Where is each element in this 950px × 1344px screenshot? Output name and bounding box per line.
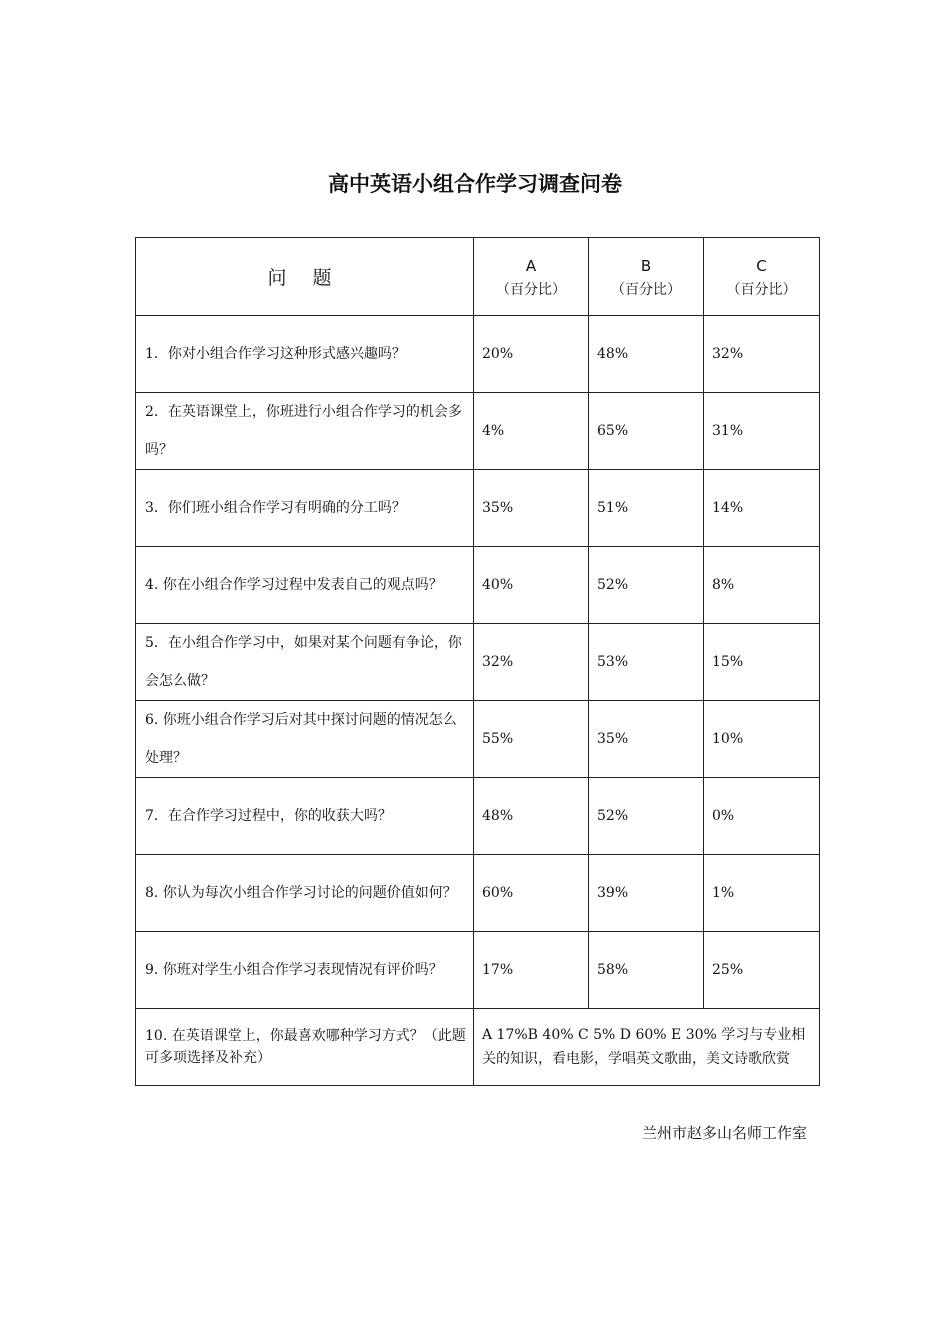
table-row <box>136 624 820 701</box>
option-b-value: 35% <box>589 701 704 778</box>
option-b-value: 52% <box>589 778 704 855</box>
table-row <box>136 547 820 624</box>
option-a-value: 17% <box>474 932 589 1009</box>
option-c-value: 25% <box>704 932 820 1009</box>
question-cell: 4. 你在小组合作学习过程中发表自己的观点吗？ <box>136 547 474 624</box>
table-header-row <box>136 238 820 316</box>
option-c-value: 32% <box>704 316 820 393</box>
footer-signature: 兰州市赵多山名师工作室 <box>641 1124 807 1142</box>
survey-table <box>135 237 820 1086</box>
question-cell: 9. 你班对学生小组合作学习表现情况有评价吗？ <box>136 932 474 1009</box>
table-row-last <box>136 1009 820 1086</box>
option-a-value: 4% <box>474 393 589 470</box>
option-c-value: 1% <box>704 855 820 932</box>
option-c-value: 0% <box>704 778 820 855</box>
header-option-c <box>704 238 820 316</box>
document-title: 高中英语小组合作学习调查问卷 <box>328 172 622 196</box>
header-option-letter: B <box>640 257 652 275</box>
option-a-value: 35% <box>474 470 589 547</box>
header-option-sub: （百分比） <box>726 282 797 298</box>
option-a-value: 48% <box>474 778 589 855</box>
header-option-letter: C <box>756 257 767 275</box>
header-option-letter: A <box>525 257 537 275</box>
option-c-value: 14% <box>704 470 820 547</box>
option-c-value: 8% <box>704 547 820 624</box>
header-option-sub: （百分比） <box>496 282 566 298</box>
option-b-value: 52% <box>589 547 704 624</box>
question-cell: 6. 你班小组合作学习后对其中探讨问题的情况怎么处理？ <box>136 701 474 778</box>
table-row <box>136 701 820 778</box>
header-option-b <box>589 238 704 316</box>
question-cell: 7．在合作学习过程中，你的收获大吗？ <box>136 778 474 855</box>
table-row <box>136 393 820 470</box>
question-cell: 5．在小组合作学习中，如果对某个问题有争论，你会怎么做？ <box>136 624 474 701</box>
header-option-sub: （百分比） <box>611 282 681 298</box>
option-c-value: 31% <box>704 393 820 470</box>
option-c-value: 15% <box>704 624 820 701</box>
option-a-value: 32% <box>474 624 589 701</box>
option-b-value: 58% <box>589 932 704 1009</box>
question-cell: 10. 在英语课堂上，你最喜欢哪种学习方式？（此题可多项选择及补充） <box>136 1009 474 1086</box>
option-a-value: 55% <box>474 701 589 778</box>
table-row <box>136 778 820 855</box>
option-c-value: 10% <box>704 701 820 778</box>
table-row <box>136 316 820 393</box>
option-b-value: 48% <box>589 316 704 393</box>
option-a-value: 60% <box>474 855 589 932</box>
answer-summary-cell: A 17%B 40% C 5% D 60% E 30% 学习与专业相关的知识，看电影，学唱英文歌曲，美文诗歌欣赏 <box>474 1009 820 1086</box>
option-b-value: 51% <box>589 470 704 547</box>
option-a-value: 40% <box>474 547 589 624</box>
table-row <box>136 470 820 547</box>
question-cell: 1．你对小组合作学习这种形式感兴趣吗？ <box>136 316 474 393</box>
question-cell: 8. 你认为每次小组合作学习讨论的问题价值如何？ <box>136 855 474 932</box>
option-b-value: 39% <box>589 855 704 932</box>
option-b-value: 65% <box>589 393 704 470</box>
table-row <box>136 932 820 1009</box>
question-cell: 3．你们班小组合作学习有明确的分工吗？ <box>136 470 474 547</box>
header-option-a <box>474 238 589 316</box>
option-a-value: 20% <box>474 316 589 393</box>
option-b-value: 53% <box>589 624 704 701</box>
question-cell: 2．在英语课堂上，你班进行小组合作学习的机会多吗？ <box>136 393 474 470</box>
header-question: 问 题 <box>136 238 474 316</box>
table-row <box>136 855 820 932</box>
